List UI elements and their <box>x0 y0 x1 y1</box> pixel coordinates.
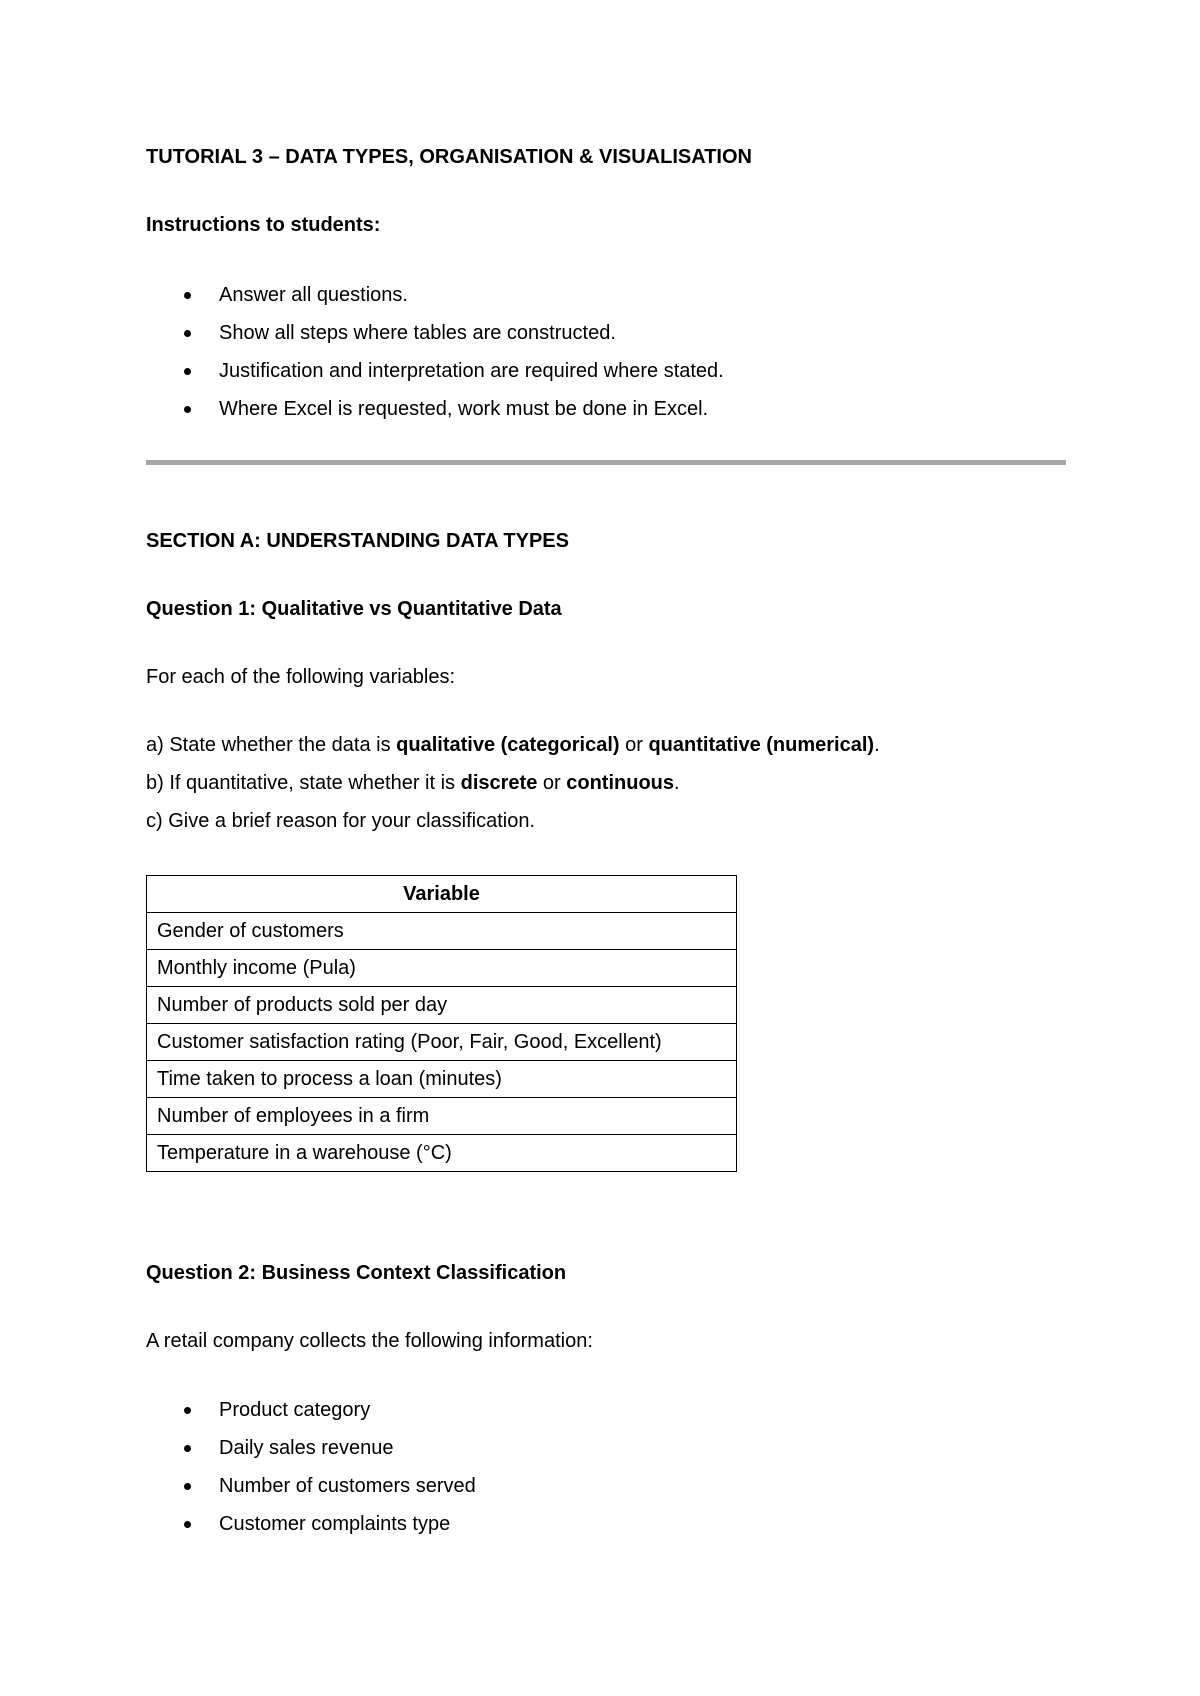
list-item <box>146 1435 476 1473</box>
list-item-text: Daily sales revenue <box>219 1437 394 1459</box>
list-item-text: Where Excel is requested, work must be done in Excel. <box>219 398 709 420</box>
table-row <box>147 1098 737 1135</box>
instructions-list <box>146 282 724 434</box>
bullet-icon <box>184 1521 191 1528</box>
part-a-middle: or <box>619 734 649 756</box>
list-item-text: Customer complaints type <box>219 1513 451 1535</box>
bullet-icon <box>184 1483 191 1490</box>
question-1-part-b <box>146 772 680 795</box>
question-2-intro: A retail company collects the following information: <box>146 1330 593 1352</box>
list-item-text: Number of customers served <box>219 1475 476 1497</box>
bullet-icon <box>184 368 191 375</box>
list-item <box>146 358 724 396</box>
question-1-part-c: c) Give a brief reason for your classification. <box>146 810 536 832</box>
bullet-icon <box>184 1445 191 1452</box>
table-cell: Gender of customers <box>147 913 737 950</box>
document-page <box>146 0 1066 1696</box>
information-list <box>146 1397 476 1549</box>
variables-table <box>146 875 737 1172</box>
list-item <box>146 1473 476 1511</box>
question-1-heading: Question 1: Qualitative vs Quantitative Data <box>146 598 562 620</box>
table-cell: Number of products sold per day <box>147 987 737 1024</box>
part-a-prefix: a) State whether the data is <box>146 734 397 756</box>
table-cell: Number of employees in a firm <box>147 1098 737 1135</box>
table-row <box>147 1024 737 1061</box>
table-cell: Monthly income (Pula) <box>147 950 737 987</box>
list-item-text: Justification and interpretation are required where stated. <box>219 360 724 382</box>
table-row <box>147 913 737 950</box>
bullet-icon <box>184 1407 191 1414</box>
document-title: TUTORIAL 3 – DATA TYPES, ORGANISATION & VISUALISATION <box>146 146 752 168</box>
part-b-term-continuous: continuous <box>566 772 674 794</box>
table-row <box>147 950 737 987</box>
table-cell: Customer satisfaction rating (Poor, Fair, Good, Excellent) <box>147 1024 737 1061</box>
question-2-heading: Question 2: Business Context Classification <box>146 1262 567 1284</box>
part-b-prefix: b) If quantitative, state whether it is <box>146 772 461 794</box>
section-a-heading: SECTION A: UNDERSTANDING DATA TYPES <box>146 530 569 552</box>
list-item-text: Answer all questions. <box>219 284 408 306</box>
bullet-icon <box>184 330 191 337</box>
table-cell: Temperature in a warehouse (°C) <box>147 1135 737 1172</box>
bullet-icon <box>184 292 191 299</box>
list-item-text: Show all steps where tables are constructed. <box>219 322 616 344</box>
list-item <box>146 1511 476 1549</box>
part-b-suffix: . <box>674 772 680 794</box>
table-header-variable: Variable <box>147 876 737 913</box>
part-a-suffix: . <box>874 734 880 756</box>
list-item <box>146 1397 476 1435</box>
question-1-intro: For each of the following variables: <box>146 666 456 688</box>
table-row <box>147 1061 737 1098</box>
table-row <box>147 987 737 1024</box>
horizontal-divider <box>146 460 1066 465</box>
list-item <box>146 396 724 434</box>
part-a-term-qualitative: qualitative (categorical) <box>396 734 620 756</box>
part-b-term-discrete: discrete <box>460 772 538 794</box>
question-1-part-a <box>146 734 880 757</box>
part-a-term-quantitative: quantitative (numerical) <box>648 734 875 756</box>
table-cell: Time taken to process a loan (minutes) <box>147 1061 737 1098</box>
table-header-row <box>147 876 737 913</box>
bullet-icon <box>184 406 191 413</box>
list-item-text: Product category <box>219 1399 371 1421</box>
list-item <box>146 320 724 358</box>
instructions-heading: Instructions to students: <box>146 214 381 236</box>
part-b-middle: or <box>537 772 567 794</box>
list-item <box>146 282 724 320</box>
table-row <box>147 1135 737 1172</box>
